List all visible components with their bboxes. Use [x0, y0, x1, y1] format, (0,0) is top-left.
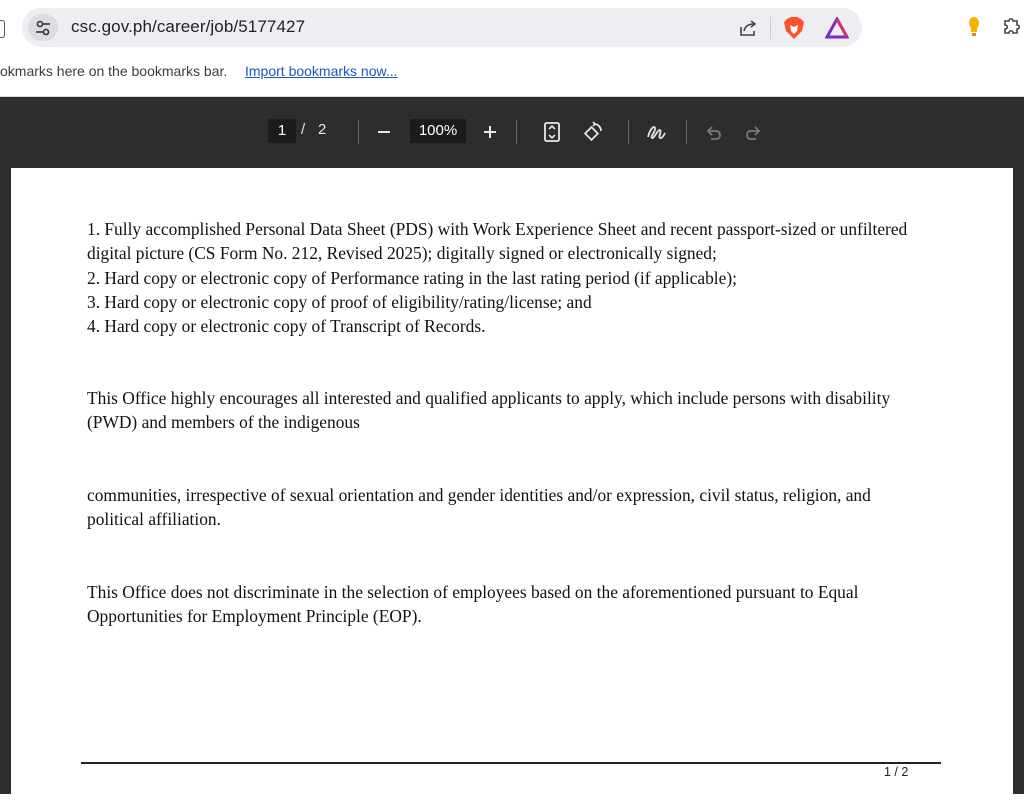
browser-top-bar — [0, 0, 1024, 56]
url-text[interactable]: csc.gov.ph/career/job/5177427 — [71, 17, 306, 36]
non-discrimination-text: This Office does not discriminate in the selection of employees based on the aforementioned pursuant to Equal Opportunities for Employment Principle (EOP). — [87, 582, 859, 627]
tune-icon — [34, 19, 52, 37]
continuation-paragraph — [87, 483, 927, 532]
rotate-icon — [582, 121, 604, 143]
tab-strip-edge[interactable] — [0, 20, 5, 38]
encouragement-text: This Office highly encourages all interested and qualified applicants to apply, which include persons with disability (PWD) and members of the indigenous — [87, 388, 891, 433]
page-number-input[interactable]: 1 — [268, 119, 296, 143]
site-info-button[interactable] — [28, 14, 58, 41]
extensions-button[interactable] — [1000, 14, 1024, 42]
annotate-button[interactable] — [641, 117, 671, 147]
lightbulb-icon — [966, 16, 982, 38]
encouragement-paragraph — [87, 386, 927, 435]
pdf-page — [11, 168, 1013, 808]
zoom-out-button[interactable] — [369, 117, 399, 147]
omnibox-divider — [770, 17, 771, 39]
page-separator: / — [301, 121, 306, 138]
footer-rule — [81, 762, 941, 764]
annotate-icon — [645, 121, 667, 143]
zoom-out-icon — [376, 124, 392, 140]
toolbar-divider — [358, 120, 359, 144]
rotate-button[interactable] — [578, 117, 608, 147]
fit-page-button[interactable] — [537, 117, 567, 147]
undo-button[interactable] — [698, 117, 728, 147]
toolbar-divider — [516, 120, 517, 144]
requirement-item: 2. Hard copy or electronic copy of Performance rating in the last rating period (if applicable); — [87, 267, 737, 288]
brave-shields-button[interactable] — [782, 16, 806, 40]
bookmarks-bar — [0, 56, 1024, 97]
requirement-item: 4. Hard copy or electronic copy of Transcript of Records. — [87, 316, 486, 337]
page-total: 2 — [318, 121, 327, 138]
redo-button[interactable] — [739, 117, 769, 147]
undo-icon — [703, 123, 723, 141]
aurora-triangle-icon — [825, 17, 849, 39]
zoom-level-input[interactable]: 100% — [410, 119, 466, 143]
brave-lion-icon — [783, 16, 805, 40]
toolbar-divider — [628, 120, 629, 144]
address-bar[interactable] — [22, 8, 862, 47]
share-button[interactable] — [736, 16, 760, 40]
extensions-puzzle-icon — [1000, 14, 1024, 38]
pdf-toolbar — [0, 97, 1024, 169]
import-bookmarks-link[interactable]: Import bookmarks now... — [245, 63, 398, 79]
share-icon — [737, 17, 759, 39]
continuation-text: communities, irrespective of sexual orientation and gender identities and/or expression, civil status, religion, and political affiliation. — [87, 485, 871, 530]
footer-page-number: 1 / 2 — [884, 765, 909, 779]
requirement-item: 1. Fully accomplished Personal Data Sheet (PDS) with Work Experience Sheet and recent passport-sized or unfiltered digital picture (CS Form No. 212, Revised 2025); digitally signed or electronically signed; — [87, 219, 908, 264]
zoom-in-icon — [482, 124, 498, 140]
fit-page-icon — [543, 122, 561, 142]
requirements-list — [87, 217, 927, 338]
zoom-in-button[interactable] — [475, 117, 505, 147]
lightbulb-button[interactable] — [966, 16, 982, 42]
redo-icon — [744, 123, 764, 141]
toolbar-divider — [686, 120, 687, 144]
requirement-item: 3. Hard copy or electronic copy of proof of eligibility/rating/license; and — [87, 291, 592, 312]
non-discrimination-paragraph — [87, 580, 927, 629]
brave-rewards-button[interactable] — [825, 16, 849, 40]
bookmarks-bar-message: okmarks here on the bookmarks bar. — [0, 63, 228, 79]
pdf-viewer — [0, 97, 1024, 794]
